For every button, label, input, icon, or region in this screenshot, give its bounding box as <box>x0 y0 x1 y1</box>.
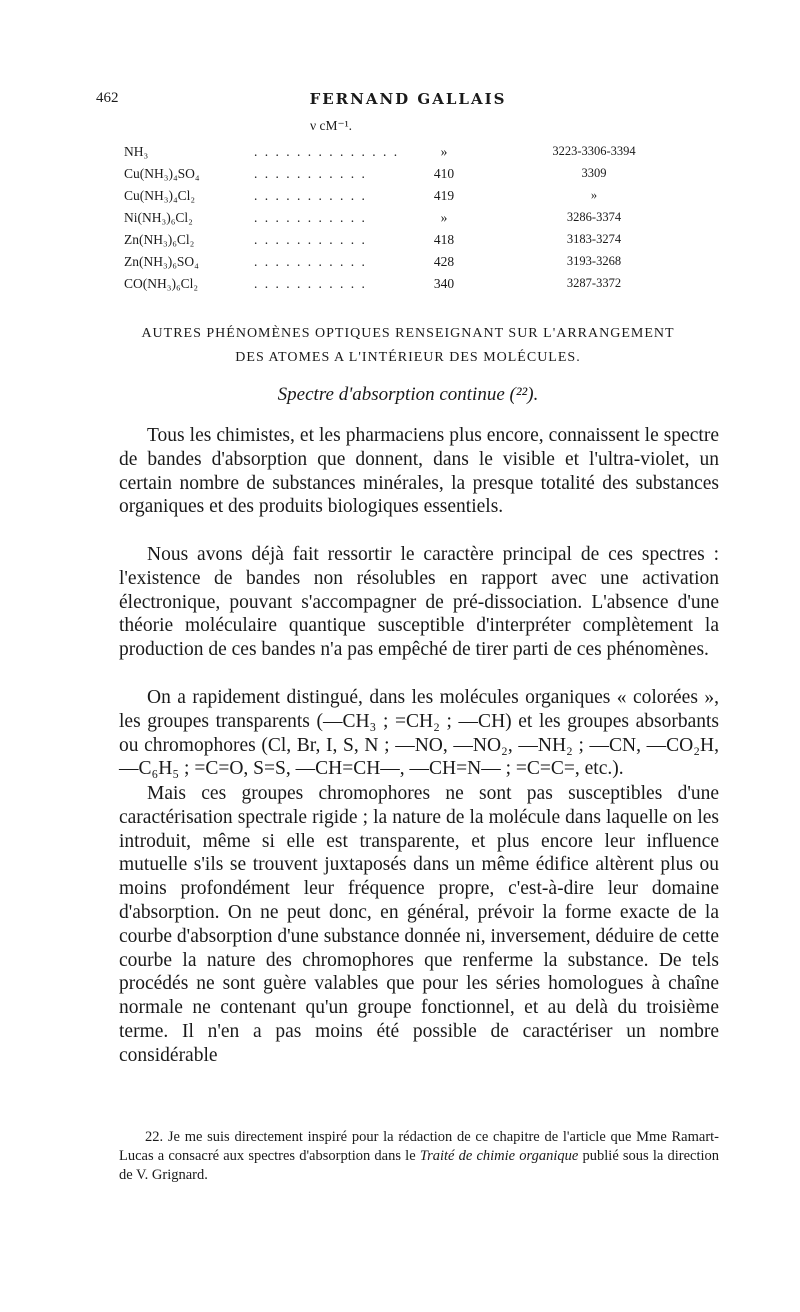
table-row <box>124 276 664 296</box>
table-cell-frequency: » <box>590 188 598 202</box>
table-leader-dots: . . . . . . . . . . . <box>254 276 367 291</box>
footnote <box>119 1128 719 1185</box>
table-cell-formula: Ni(NH₃)₆Cl₂ <box>124 210 193 225</box>
table-cell-value: 419 <box>433 188 455 203</box>
table-cell-frequency: 3193-3268 <box>566 254 622 268</box>
table-leader-dots: . . . . . . . . . . . <box>254 254 367 269</box>
table-cell-frequency: 3286-3374 <box>566 210 622 224</box>
section-heading-line: DES ATOMES A L'INTÉRIEUR DES MOLÉCULES. <box>235 350 581 365</box>
table-cell-formula: Cu(NH₃)₄Cl₂ <box>124 188 196 203</box>
table-cell-value: » <box>440 144 448 159</box>
table-leader-dots: . . . . . . . . . . . <box>254 188 367 203</box>
table-leader-dots: . . . . . . . . . . . . . . <box>254 144 400 159</box>
body-paragraph: On a rapidement distingué, dans les molécules organiques « colorées », les groupes transparents (—CH₃ ; =CH₂ ; —CH) et les groupes absorbants ou chromophores (Cl, Br, I, S, N ; —NO, —NO₂, —NH₂ ; —CN, —CO₂H, —C₆H₅ ; =C=O, S=S, —CH=CH—, —CH=N— ; =C=C=, etc.). <box>119 687 719 780</box>
table-row <box>124 254 664 274</box>
footnote-number: 22. <box>145 1129 164 1145</box>
table-row <box>124 144 664 164</box>
table-cell-formula: Zn(NH₃)₆SO₄ <box>124 254 199 269</box>
body-paragraph: Mais ces groupes chromophores ne sont pas susceptibles d'une caractérisation spectrale rigide ; la nature de la molécule dans laquelle on les introduit, même si elle est transparente, et plus encore leur influence mutuelle s'ils se trouvent juxtaposés dans un même édifice altèrent plus ou moins profondément leur fréquence propre, c'est-à-dire leur domaine d'absorption. On ne peut donc, en général, prévoir la forme exacte de la courbe d'absorption d'une substance donnée ni, inversement, déduire de cette courbe la nature des chromophores que renferme la substance. De tels procédés ne sont guère valables que pour les séries homologues à chaîne normale ne contenant qu'un groupe fonctionnel, et au delà du troisième terme. Il n'en a pas moins été possible de caractériser un nombre considérable <box>119 783 719 1066</box>
footnote-italic: Traité de chimie organique <box>419 1148 579 1164</box>
body-paragraph: Tous les chimistes, et les pharmaciens plus encore, connaissent le spectre de bandes d'absorption que donnent, dans le visible et l'ultra-violet, un certain nombre de substances minérales, la presque totalité des substances organiques et des produits biologiques essentiels. <box>119 425 719 518</box>
table-cell-formula: NH₃ <box>124 144 149 159</box>
table-cell-frequency: 3183-3274 <box>566 232 622 246</box>
table-cell-formula: CO(NH₃)₆Cl₂ <box>124 276 199 291</box>
table-cell-formula: Cu(NH₃)₄SO₄ <box>124 166 200 181</box>
page-header <box>96 90 720 114</box>
table-cell-value: 428 <box>433 254 455 269</box>
body-paragraph: Nous avons déjà fait ressortir le caractère principal de ces spectres : l'existence de bandes non résolubles en rapport avec une activation électronique, pouvant s'accompagner de pré-dissociation. L'absence d'une théorie moléculaire quantique susceptible d'interpréter complètement la production de ces bandes n'a pas empêché de tirer parti de ces phénomènes. <box>119 544 719 661</box>
table-row <box>124 232 664 252</box>
table-cell-value: 418 <box>433 232 455 247</box>
running-title: FERNAND GALLAIS <box>309 90 507 108</box>
table-cell-formula: Zn(NH₃)₆Cl₂ <box>124 232 195 247</box>
table-cell-frequency: 3309 <box>581 166 607 180</box>
table-cell-frequency: 3287-3372 <box>566 276 622 290</box>
section-subtitle: Spectre d'absorption continue (²²). <box>277 384 539 405</box>
table-unit-label: ν cM⁻¹. <box>310 118 353 133</box>
table-cell-frequency: 3223-3306-3394 <box>552 144 636 158</box>
table-leader-dots: . . . . . . . . . . . <box>254 232 367 247</box>
table-row <box>124 210 664 230</box>
footnote-text: Je me suis directement inspiré pour la rédaction de ce chapitre de l'article que Mme Ramart-Lucas a consacré aux spectres d'absorption dans le <box>119 1129 720 1164</box>
section-heading-line: AUTRES PHÉNOMÈNES OPTIQUES RENSEIGNANT SUR L'ARRANGEMENT <box>141 326 675 341</box>
table-row <box>124 188 664 208</box>
page-number: 462 <box>96 90 119 106</box>
footnote-text: publié sous la direction de V. Grignard. <box>119 1148 720 1183</box>
table-cell-value: 410 <box>433 166 455 181</box>
table-leader-dots: . . . . . . . . . . . <box>254 166 367 181</box>
table-leader-dots: . . . . . . . . . . . <box>254 210 367 225</box>
table-row <box>124 166 664 186</box>
table-cell-value: » <box>440 210 448 225</box>
section-heading <box>96 322 720 370</box>
table-cell-value: 340 <box>433 276 455 291</box>
